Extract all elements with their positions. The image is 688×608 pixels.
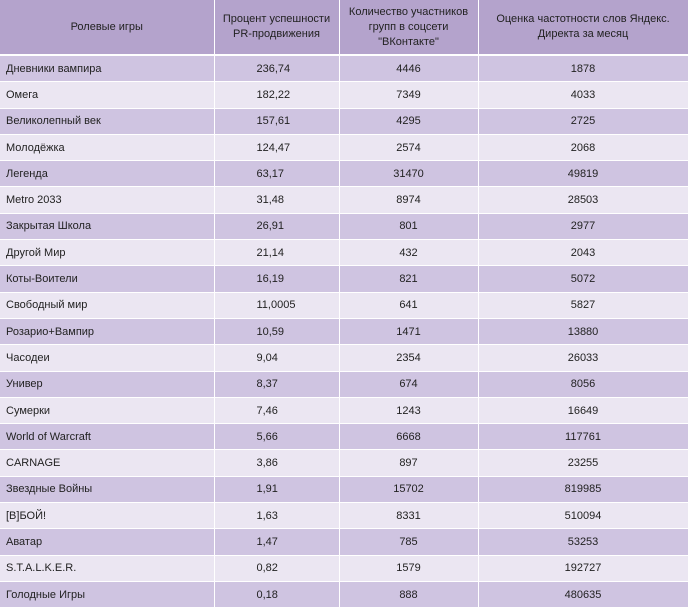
table-row: [0, 450, 688, 476]
cell-vk: 432: [339, 240, 478, 266]
cell-game: S.T.A.L.K.E.R.: [0, 555, 214, 581]
table-row: [0, 240, 688, 266]
cell-vk: 4446: [339, 55, 478, 82]
cell-vk: 801: [339, 213, 478, 239]
cell-game: Закрытая Школа: [0, 213, 214, 239]
cell-yandex: 5072: [478, 266, 688, 292]
cell-pr: 10,59: [214, 318, 339, 344]
cell-pr: 9,04: [214, 345, 339, 371]
cell-pr: 236,74: [214, 55, 339, 82]
cell-pr: 26,91: [214, 213, 339, 239]
cell-yandex: 117761: [478, 424, 688, 450]
cell-vk: 1471: [339, 318, 478, 344]
cell-game: Аватар: [0, 529, 214, 555]
cell-game: Розарио+Вампир: [0, 318, 214, 344]
cell-pr: 5,66: [214, 424, 339, 450]
table-row: [0, 108, 688, 134]
cell-pr: 157,61: [214, 108, 339, 134]
cell-yandex: 2068: [478, 134, 688, 160]
table-row: [0, 503, 688, 529]
cell-yandex: 26033: [478, 345, 688, 371]
cell-game: Другой Мир: [0, 240, 214, 266]
header-row: [0, 0, 688, 55]
cell-vk: 2354: [339, 345, 478, 371]
cell-game: Голодные Игры: [0, 581, 214, 607]
cell-pr: 0,82: [214, 555, 339, 581]
cell-vk: 1243: [339, 397, 478, 423]
cell-vk: 2574: [339, 134, 478, 160]
cell-game: Универ: [0, 371, 214, 397]
cell-yandex: 23255: [478, 450, 688, 476]
cell-vk: 785: [339, 529, 478, 555]
cell-pr: 8,37: [214, 371, 339, 397]
cell-pr: 1,63: [214, 503, 339, 529]
cell-yandex: 53253: [478, 529, 688, 555]
cell-game: Великолепный век: [0, 108, 214, 134]
cell-pr: 21,14: [214, 240, 339, 266]
cell-pr: 11,0005: [214, 292, 339, 318]
table-row: [0, 345, 688, 371]
cell-pr: 63,17: [214, 161, 339, 187]
cell-yandex: 49819: [478, 161, 688, 187]
cell-vk: 821: [339, 266, 478, 292]
cell-pr: 3,86: [214, 450, 339, 476]
cell-game: Metro 2033: [0, 187, 214, 213]
cell-yandex: 4033: [478, 82, 688, 108]
cell-game: World of Warcraft: [0, 424, 214, 450]
cell-vk: 7349: [339, 82, 478, 108]
cell-game: Часодеи: [0, 345, 214, 371]
cell-game: Свободный мир: [0, 292, 214, 318]
cell-game: Омега: [0, 82, 214, 108]
cell-vk: 8331: [339, 503, 478, 529]
cell-yandex: 192727: [478, 555, 688, 581]
cell-yandex: 2043: [478, 240, 688, 266]
cell-pr: 7,46: [214, 397, 339, 423]
table-row: [0, 397, 688, 423]
cell-vk: 8974: [339, 187, 478, 213]
cell-pr: 16,19: [214, 266, 339, 292]
cell-game: Коты-Воители: [0, 266, 214, 292]
cell-game: Сумерки: [0, 397, 214, 423]
cell-pr: 1,47: [214, 529, 339, 555]
table-row: [0, 581, 688, 607]
cell-yandex: 5827: [478, 292, 688, 318]
cell-vk: 674: [339, 371, 478, 397]
cell-vk: 15702: [339, 476, 478, 502]
cell-game: Звездные Войны: [0, 476, 214, 502]
table-row: [0, 187, 688, 213]
cell-game: Дневники вампира: [0, 55, 214, 82]
cell-yandex: 480635: [478, 581, 688, 607]
cell-yandex: 819985: [478, 476, 688, 502]
cell-game: Легенда: [0, 161, 214, 187]
table-row: [0, 55, 688, 82]
table-row: [0, 424, 688, 450]
table-row: [0, 82, 688, 108]
cell-vk: 31470: [339, 161, 478, 187]
table-row: [0, 134, 688, 160]
cell-vk: 1579: [339, 555, 478, 581]
table-row: [0, 529, 688, 555]
cell-vk: 641: [339, 292, 478, 318]
table-row: [0, 318, 688, 344]
table-row: [0, 371, 688, 397]
header-yandex-frequency: Оценка частотности слов Яндекс. Директа за месяц: [478, 0, 688, 55]
table-row: [0, 292, 688, 318]
cell-yandex: 2977: [478, 213, 688, 239]
table-row: [0, 555, 688, 581]
cell-game: [В]БОЙ!: [0, 503, 214, 529]
cell-yandex: 510094: [478, 503, 688, 529]
cell-pr: 1,91: [214, 476, 339, 502]
cell-yandex: 16649: [478, 397, 688, 423]
cell-yandex: 8056: [478, 371, 688, 397]
cell-yandex: 28503: [478, 187, 688, 213]
cell-vk: 4295: [339, 108, 478, 134]
header-vk-members: Количество участников групп в соцсети "ВКонтакте": [339, 0, 478, 55]
table-row: [0, 213, 688, 239]
cell-vk: 897: [339, 450, 478, 476]
table-row: [0, 161, 688, 187]
table-row: [0, 476, 688, 502]
header-role-games: Ролевые игры: [0, 0, 214, 55]
table-row: [0, 266, 688, 292]
cell-game: CARNAGE: [0, 450, 214, 476]
cell-pr: 0,18: [214, 581, 339, 607]
cell-yandex: 13880: [478, 318, 688, 344]
cell-vk: 888: [339, 581, 478, 607]
header-pr-percent: Процент успешности PR-продвижения: [214, 0, 339, 55]
cell-pr: 124,47: [214, 134, 339, 160]
cell-pr: 182,22: [214, 82, 339, 108]
cell-game: Молодёжка: [0, 134, 214, 160]
cell-yandex: 2725: [478, 108, 688, 134]
cell-pr: 31,48: [214, 187, 339, 213]
cell-vk: 6668: [339, 424, 478, 450]
cell-yandex: 1878: [478, 55, 688, 82]
